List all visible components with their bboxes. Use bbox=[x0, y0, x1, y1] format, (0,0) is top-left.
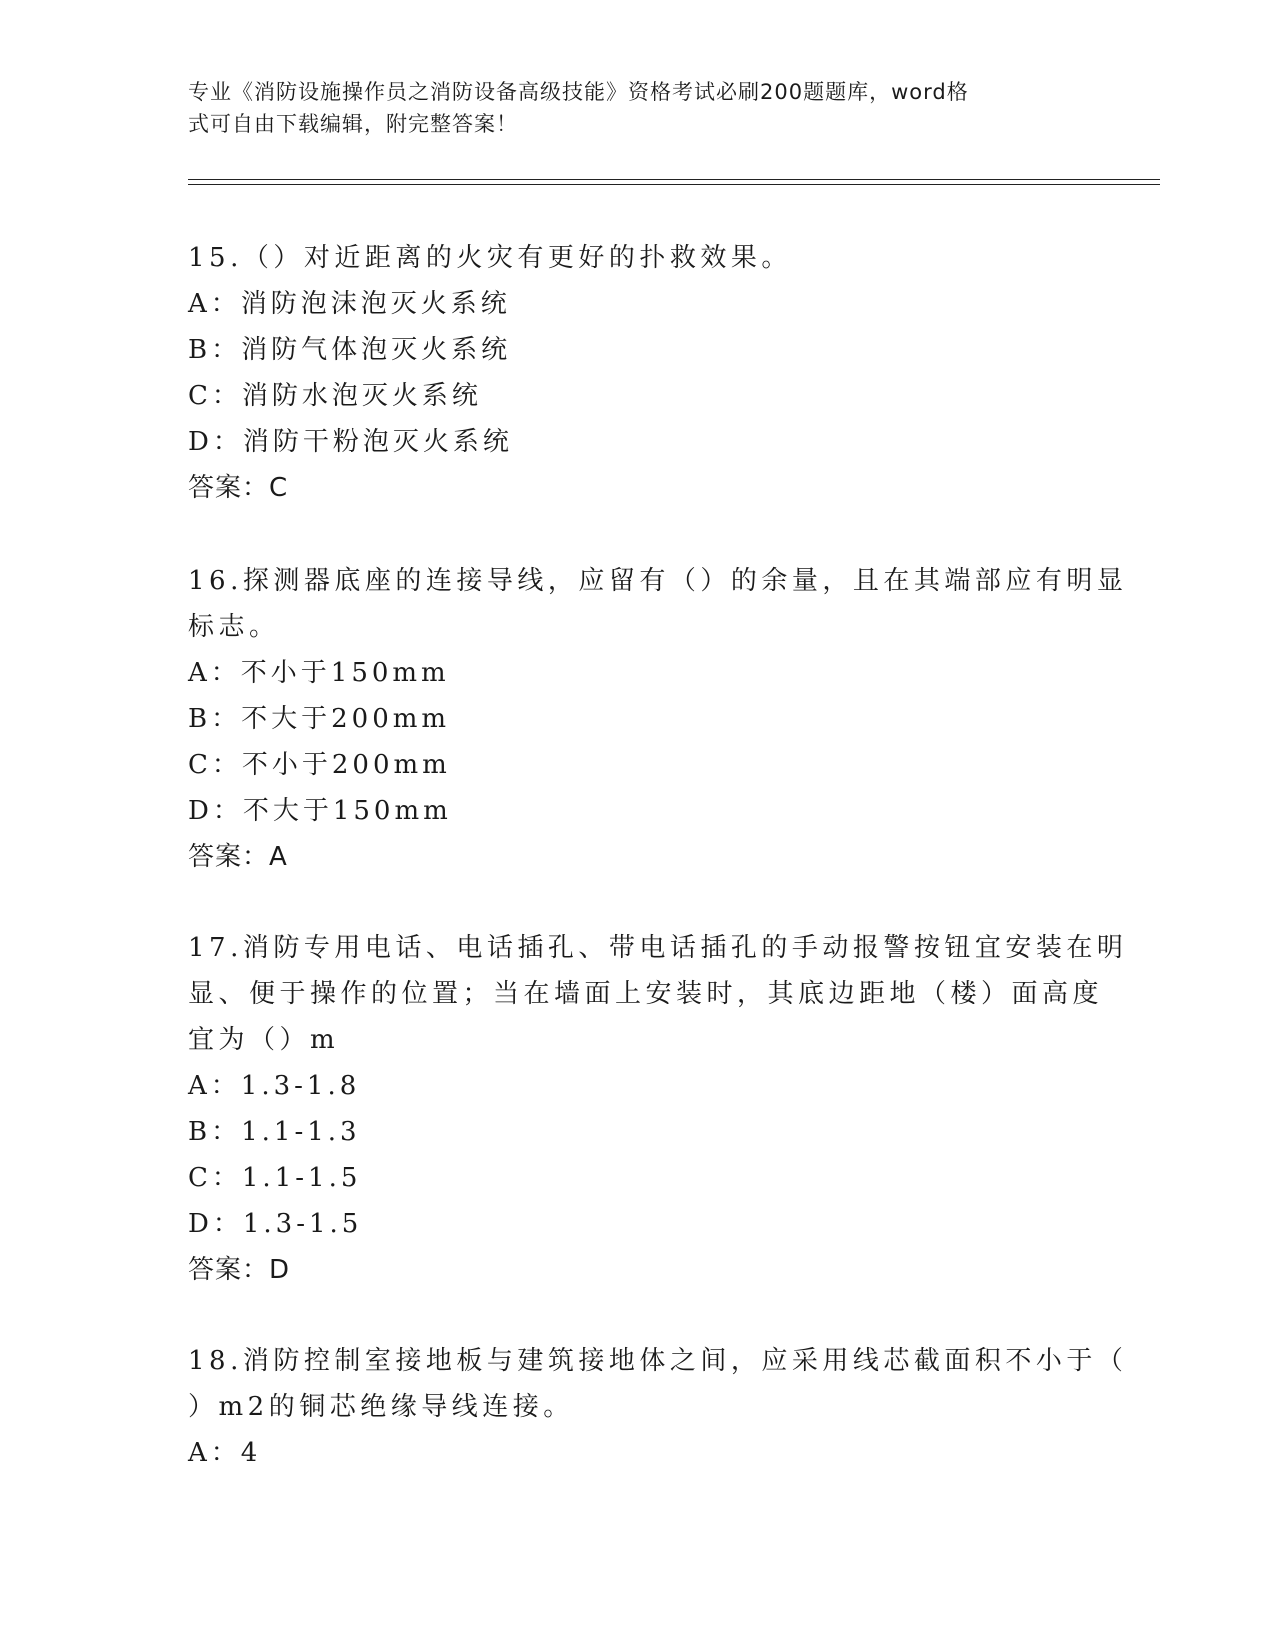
stem-line: 18.消防控制室接地板与建筑接地体之间，应采用线芯截面积不小于（ bbox=[188, 1346, 1128, 1376]
question-15 bbox=[188, 235, 1088, 511]
option-c: C：不小于200mm bbox=[188, 750, 451, 780]
option-c: C：消防水泡灭火系统 bbox=[188, 381, 482, 411]
option-a: A：不小于150mm bbox=[188, 658, 450, 688]
option-b: B：1.1-1.3 bbox=[188, 1117, 361, 1147]
answer-label: 答案：A bbox=[188, 842, 288, 872]
question-stem bbox=[188, 558, 1128, 650]
stem-line: ）m2的铜芯绝缘导线连接。 bbox=[188, 1392, 574, 1422]
question-stem bbox=[188, 235, 1088, 281]
option-a: A：1.3-1.8 bbox=[188, 1071, 361, 1101]
question-stem bbox=[188, 925, 1128, 1063]
question-stem bbox=[188, 1338, 1128, 1430]
option-d: D：不大于150mm bbox=[188, 796, 452, 826]
option-b: B：消防气体泡灭火系统 bbox=[188, 335, 512, 365]
stem-line: 显、便于操作的位置；当在墙面上安装时，其底边距地（楼）面高度 bbox=[188, 979, 1104, 1009]
question-18 bbox=[188, 1338, 1128, 1476]
stem-line: 15.（）对近距离的火灾有更好的扑救效果。 bbox=[188, 243, 792, 273]
stem-line: 17.消防专用电话、电话插孔、带电话插孔的手动报警按钮宜安装在明 bbox=[188, 933, 1128, 963]
option-b: B：不大于200mm bbox=[188, 704, 451, 734]
header-divider-bottom bbox=[188, 184, 1160, 185]
answer-label: 答案：C bbox=[188, 473, 289, 503]
question-17 bbox=[188, 925, 1128, 1293]
question-16 bbox=[188, 558, 1128, 880]
answer-label: 答案：D bbox=[188, 1255, 291, 1285]
header-line-2: 式可自由下载编辑，附完整答案！ bbox=[188, 112, 518, 136]
stem-line: 宜为（）m bbox=[188, 1025, 340, 1055]
header-divider-top bbox=[188, 179, 1160, 180]
stem-line: 标志。 bbox=[188, 612, 280, 642]
header-line-1: 专业《消防设施操作员之消防设备高级技能》资格考试必刷200题题库，word格 bbox=[188, 80, 969, 104]
option-c: C：1.1-1.5 bbox=[188, 1163, 362, 1193]
document-header-note bbox=[188, 76, 1088, 140]
option-d: D：消防干粉泡灭火系统 bbox=[188, 427, 513, 457]
stem-line: 16.探测器底座的连接导线，应留有（）的余量，且在其端部应有明显 bbox=[188, 566, 1128, 596]
option-a: A：消防泡沫泡灭火系统 bbox=[188, 289, 511, 319]
option-d: D：1.3-1.5 bbox=[188, 1209, 363, 1239]
option-a: A：4 bbox=[188, 1438, 262, 1468]
